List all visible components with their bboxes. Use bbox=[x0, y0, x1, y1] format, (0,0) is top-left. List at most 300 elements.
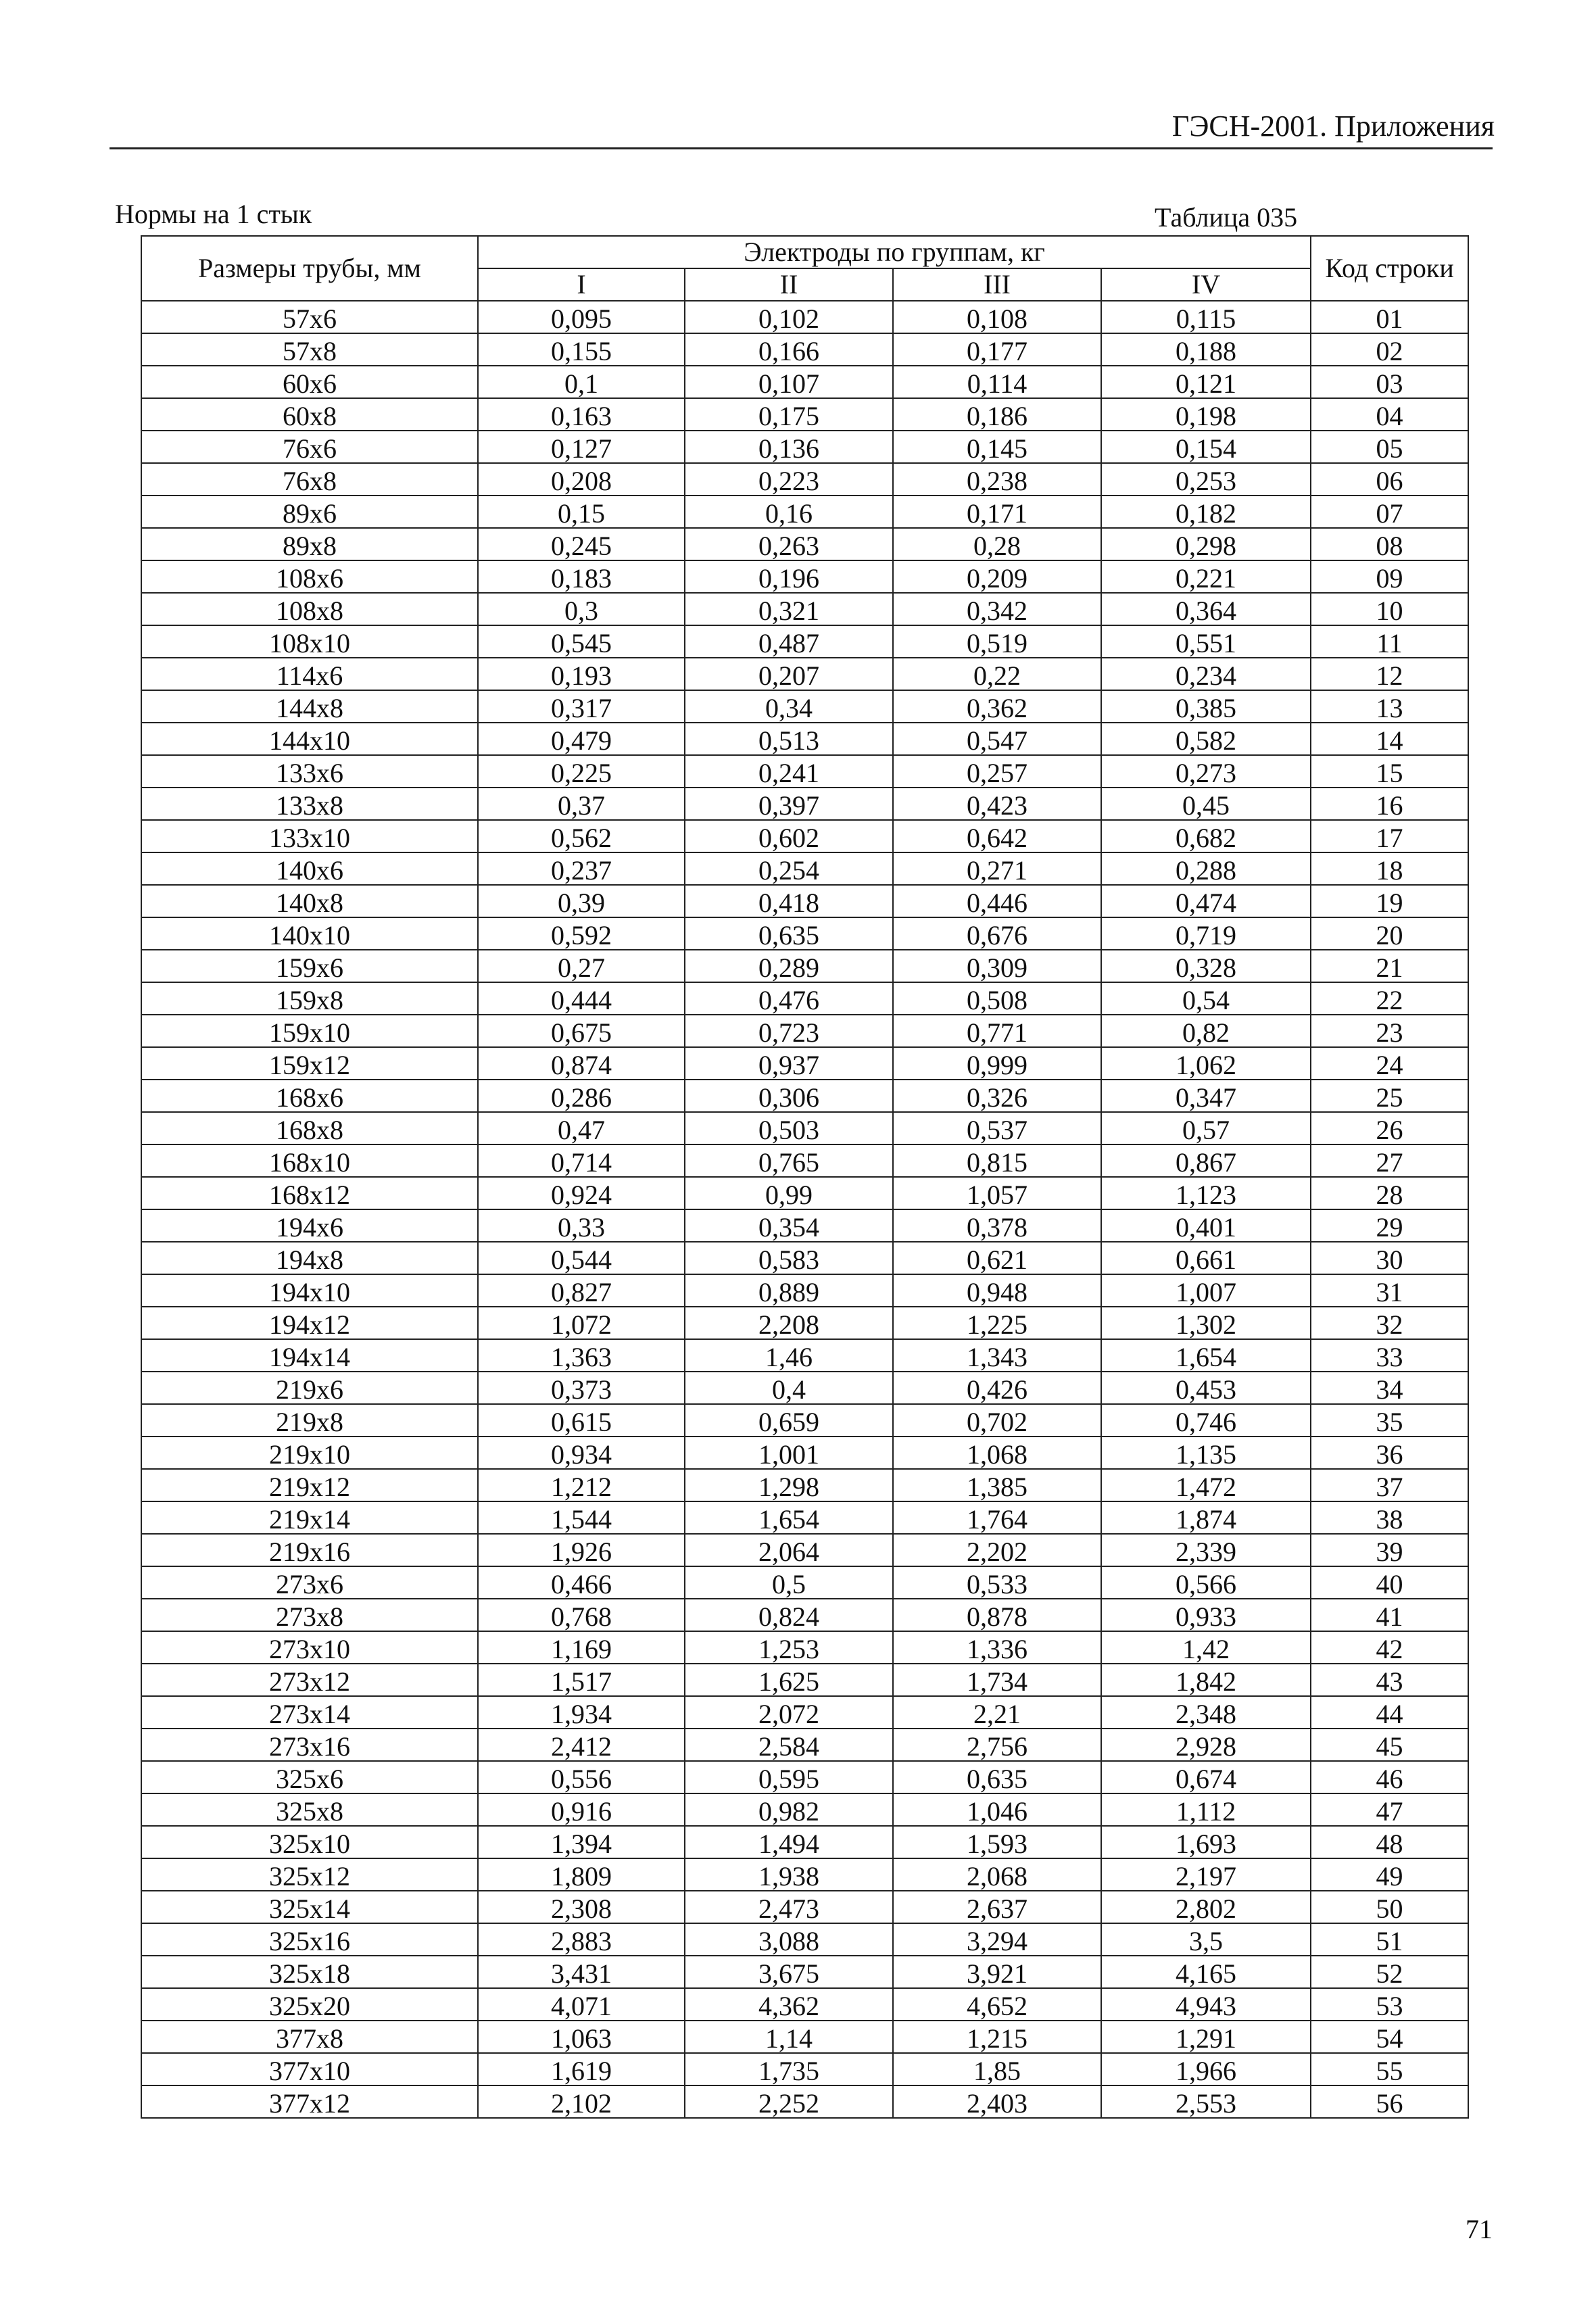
table-row bbox=[141, 885, 1468, 917]
group-2-cell: 4,362 bbox=[685, 1988, 893, 2021]
row-code-cell: 10 bbox=[1311, 593, 1468, 625]
group-2-cell: 0,765 bbox=[685, 1144, 893, 1177]
pipe-size-cell: 159x10 bbox=[141, 1015, 478, 1047]
row-code-cell: 52 bbox=[1311, 1956, 1468, 1988]
row-code-cell: 56 bbox=[1311, 2085, 1468, 2118]
group-4-cell: 0,401 bbox=[1101, 1209, 1311, 1242]
group-4-cell: 0,188 bbox=[1101, 333, 1311, 366]
group-1-cell: 0,3 bbox=[478, 593, 685, 625]
group-1-cell: 0,237 bbox=[478, 852, 685, 885]
table-row bbox=[141, 1858, 1468, 1891]
group-2-cell: 1,253 bbox=[685, 1631, 893, 1664]
group-3-cell: 0,426 bbox=[893, 1372, 1101, 1404]
group-2-cell: 0,107 bbox=[685, 366, 893, 398]
table-row bbox=[141, 560, 1468, 593]
group-1-cell: 0,245 bbox=[478, 528, 685, 560]
group-1-cell: 1,544 bbox=[478, 1501, 685, 1534]
group-2-cell: 0,602 bbox=[685, 820, 893, 852]
group-2-cell: 1,735 bbox=[685, 2053, 893, 2085]
pipe-size-cell: 140x8 bbox=[141, 885, 478, 917]
pipe-size-cell: 273x6 bbox=[141, 1566, 478, 1599]
pipe-size-cell: 273x14 bbox=[141, 1696, 478, 1729]
group-2-cell: 0,263 bbox=[685, 528, 893, 560]
group-4-cell: 2,197 bbox=[1101, 1858, 1311, 1891]
row-code-cell: 48 bbox=[1311, 1826, 1468, 1858]
group-3-cell: 0,378 bbox=[893, 1209, 1101, 1242]
group-header-3: III bbox=[893, 268, 1101, 301]
group-3-cell: 0,342 bbox=[893, 593, 1101, 625]
pipe-size-cell: 114x6 bbox=[141, 658, 478, 690]
table-row bbox=[141, 690, 1468, 723]
group-1-cell: 1,809 bbox=[478, 1858, 685, 1891]
group-2-cell: 0,166 bbox=[685, 333, 893, 366]
table-row bbox=[141, 1826, 1468, 1858]
pipe-size-cell: 159x8 bbox=[141, 982, 478, 1015]
group-2-cell: 0,254 bbox=[685, 852, 893, 885]
group-1-cell: 1,363 bbox=[478, 1339, 685, 1372]
group-3-cell: 1,215 bbox=[893, 2021, 1101, 2053]
group-3-cell: 0,22 bbox=[893, 658, 1101, 690]
group-2-cell: 0,321 bbox=[685, 593, 893, 625]
row-code-cell: 29 bbox=[1311, 1209, 1468, 1242]
group-4-cell: 1,112 bbox=[1101, 1793, 1311, 1826]
pipe-size-cell: 194x12 bbox=[141, 1307, 478, 1339]
row-code-cell: 54 bbox=[1311, 2021, 1468, 2053]
group-4-cell: 1,842 bbox=[1101, 1664, 1311, 1696]
group-1-cell: 0,444 bbox=[478, 982, 685, 1015]
table-row bbox=[141, 1501, 1468, 1534]
row-code-cell: 09 bbox=[1311, 560, 1468, 593]
pipe-size-cell: 76x6 bbox=[141, 431, 478, 463]
group-1-cell: 1,934 bbox=[478, 1696, 685, 1729]
group-1-cell: 0,916 bbox=[478, 1793, 685, 1826]
table-row bbox=[141, 1988, 1468, 2021]
group-3-cell: 1,734 bbox=[893, 1664, 1101, 1696]
group-header-2: II bbox=[685, 268, 893, 301]
group-4-cell: 0,674 bbox=[1101, 1761, 1311, 1793]
row-code-cell: 08 bbox=[1311, 528, 1468, 560]
group-4-cell: 1,123 bbox=[1101, 1177, 1311, 1209]
pipe-size-cell: 168x8 bbox=[141, 1112, 478, 1144]
group-4-cell: 0,273 bbox=[1101, 755, 1311, 788]
group-1-cell: 0,193 bbox=[478, 658, 685, 690]
pipe-size-cell: 194x8 bbox=[141, 1242, 478, 1274]
row-code-cell: 40 bbox=[1311, 1566, 1468, 1599]
group-4-cell: 1,42 bbox=[1101, 1631, 1311, 1664]
group-4-cell: 0,566 bbox=[1101, 1566, 1311, 1599]
group-4-cell: 0,234 bbox=[1101, 658, 1311, 690]
row-code-cell: 15 bbox=[1311, 755, 1468, 788]
group-4-cell: 3,5 bbox=[1101, 1923, 1311, 1956]
group-3-cell: 1,343 bbox=[893, 1339, 1101, 1372]
group-4-cell: 0,298 bbox=[1101, 528, 1311, 560]
group-2-cell: 0,583 bbox=[685, 1242, 893, 1274]
row-code-cell: 50 bbox=[1311, 1891, 1468, 1923]
row-code-cell: 07 bbox=[1311, 496, 1468, 528]
table-row bbox=[141, 1566, 1468, 1599]
group-4-cell: 0,221 bbox=[1101, 560, 1311, 593]
table-row bbox=[141, 1469, 1468, 1501]
group-1-cell: 0,15 bbox=[478, 496, 685, 528]
group-2-cell: 0,723 bbox=[685, 1015, 893, 1047]
group-1-cell: 0,562 bbox=[478, 820, 685, 852]
row-code-cell: 30 bbox=[1311, 1242, 1468, 1274]
pipe-size-cell: 219x10 bbox=[141, 1437, 478, 1469]
table-row bbox=[141, 496, 1468, 528]
table-row bbox=[141, 593, 1468, 625]
row-code-cell: 14 bbox=[1311, 723, 1468, 755]
table-row bbox=[141, 301, 1468, 333]
pipe-size-cell: 133x6 bbox=[141, 755, 478, 788]
pipe-size-cell: 325x6 bbox=[141, 1761, 478, 1793]
table-number: Таблица 035 bbox=[1155, 202, 1298, 233]
pipe-size-cell: 89x6 bbox=[141, 496, 478, 528]
table-row bbox=[141, 1696, 1468, 1729]
group-4-cell: 2,802 bbox=[1101, 1891, 1311, 1923]
table-row bbox=[141, 1631, 1468, 1664]
row-code-cell: 34 bbox=[1311, 1372, 1468, 1404]
group-1-cell: 0,47 bbox=[478, 1112, 685, 1144]
group-1-cell: 1,926 bbox=[478, 1534, 685, 1566]
row-code-cell: 35 bbox=[1311, 1404, 1468, 1437]
pipe-size-cell: 140x10 bbox=[141, 917, 478, 950]
row-code-cell: 05 bbox=[1311, 431, 1468, 463]
group-2-cell: 0,175 bbox=[685, 398, 893, 431]
row-code-cell: 41 bbox=[1311, 1599, 1468, 1631]
group-4-cell: 1,874 bbox=[1101, 1501, 1311, 1534]
group-3-cell: 1,046 bbox=[893, 1793, 1101, 1826]
table-caption-norms: Нормы на 1 стык bbox=[115, 199, 312, 229]
group-3-cell: 0,114 bbox=[893, 366, 1101, 398]
pipe-size-cell: 219x12 bbox=[141, 1469, 478, 1501]
row-code-cell: 51 bbox=[1311, 1923, 1468, 1956]
group-2-cell: 1,14 bbox=[685, 2021, 893, 2053]
group-3-cell: 3,921 bbox=[893, 1956, 1101, 1988]
group-2-cell: 2,473 bbox=[685, 1891, 893, 1923]
pipe-size-cell: 377x8 bbox=[141, 2021, 478, 2053]
group-1-cell: 0,27 bbox=[478, 950, 685, 982]
group-1-cell: 0,1 bbox=[478, 366, 685, 398]
group-1-cell: 0,768 bbox=[478, 1599, 685, 1631]
table-row bbox=[141, 1209, 1468, 1242]
group-2-cell: 0,16 bbox=[685, 496, 893, 528]
group-2-cell: 0,223 bbox=[685, 463, 893, 496]
row-code-cell: 26 bbox=[1311, 1112, 1468, 1144]
group-2-cell: 0,397 bbox=[685, 788, 893, 820]
group-2-cell: 0,289 bbox=[685, 950, 893, 982]
row-code-cell: 33 bbox=[1311, 1339, 1468, 1372]
group-4-cell: 0,474 bbox=[1101, 885, 1311, 917]
table-row bbox=[141, 1729, 1468, 1761]
group-3-cell: 0,145 bbox=[893, 431, 1101, 463]
group-1-cell: 0,545 bbox=[478, 625, 685, 658]
group-1-cell: 0,714 bbox=[478, 1144, 685, 1177]
group-1-cell: 4,071 bbox=[478, 1988, 685, 2021]
group-3-cell: 0,257 bbox=[893, 755, 1101, 788]
group-2-cell: 0,503 bbox=[685, 1112, 893, 1144]
group-2-cell: 0,207 bbox=[685, 658, 893, 690]
group-4-cell: 2,553 bbox=[1101, 2085, 1311, 2118]
table-row bbox=[141, 820, 1468, 852]
group-4-cell: 0,328 bbox=[1101, 950, 1311, 982]
group-4-cell: 0,551 bbox=[1101, 625, 1311, 658]
group-2-cell: 0,982 bbox=[685, 1793, 893, 1826]
pipe-size-cell: 168x6 bbox=[141, 1080, 478, 1112]
group-2-cell: 0,241 bbox=[685, 755, 893, 788]
group-2-cell: 0,196 bbox=[685, 560, 893, 593]
table-body bbox=[141, 301, 1468, 2118]
group-3-cell: 2,637 bbox=[893, 1891, 1101, 1923]
group-1-cell: 2,308 bbox=[478, 1891, 685, 1923]
group-2-cell: 0,136 bbox=[685, 431, 893, 463]
group-2-cell: 1,938 bbox=[685, 1858, 893, 1891]
group-3-cell: 0,326 bbox=[893, 1080, 1101, 1112]
group-3-cell: 0,271 bbox=[893, 852, 1101, 885]
table-row bbox=[141, 333, 1468, 366]
group-4-cell: 2,928 bbox=[1101, 1729, 1311, 1761]
table-row bbox=[141, 366, 1468, 398]
group-2-cell: 1,625 bbox=[685, 1664, 893, 1696]
row-code-cell: 23 bbox=[1311, 1015, 1468, 1047]
row-code-cell: 16 bbox=[1311, 788, 1468, 820]
group-1-cell: 0,127 bbox=[478, 431, 685, 463]
table-row bbox=[141, 1080, 1468, 1112]
row-code-cell: 02 bbox=[1311, 333, 1468, 366]
pipe-size-cell: 194x6 bbox=[141, 1209, 478, 1242]
group-2-cell: 0,5 bbox=[685, 1566, 893, 1599]
pipe-size-cell: 144x8 bbox=[141, 690, 478, 723]
pipe-size-cell: 140x6 bbox=[141, 852, 478, 885]
group-2-cell: 2,072 bbox=[685, 1696, 893, 1729]
group-2-cell: 0,476 bbox=[685, 982, 893, 1015]
group-4-cell: 0,121 bbox=[1101, 366, 1311, 398]
row-code-header: Код строки bbox=[1311, 236, 1468, 301]
group-4-cell: 0,45 bbox=[1101, 788, 1311, 820]
group-1-cell: 0,924 bbox=[478, 1177, 685, 1209]
page-header-title: ГЭСН-2001. Приложения bbox=[1171, 110, 1495, 143]
table-row bbox=[141, 431, 1468, 463]
group-2-cell: 0,418 bbox=[685, 885, 893, 917]
group-2-cell: 0,306 bbox=[685, 1080, 893, 1112]
group-2-cell: 1,46 bbox=[685, 1339, 893, 1372]
pipe-size-cell: 159x12 bbox=[141, 1047, 478, 1080]
row-code-cell: 38 bbox=[1311, 1501, 1468, 1534]
group-4-cell: 0,253 bbox=[1101, 463, 1311, 496]
row-code-cell: 45 bbox=[1311, 1729, 1468, 1761]
pipe-size-cell: 57x8 bbox=[141, 333, 478, 366]
row-code-cell: 43 bbox=[1311, 1664, 1468, 1696]
group-3-cell: 1,85 bbox=[893, 2053, 1101, 2085]
row-code-cell: 37 bbox=[1311, 1469, 1468, 1501]
table-row bbox=[141, 1112, 1468, 1144]
group-1-cell: 0,592 bbox=[478, 917, 685, 950]
group-header-1: I bbox=[478, 268, 685, 301]
pipe-size-cell: 194x10 bbox=[141, 1274, 478, 1307]
group-4-cell: 0,82 bbox=[1101, 1015, 1311, 1047]
group-3-cell: 0,547 bbox=[893, 723, 1101, 755]
pipe-size-cell: 325x12 bbox=[141, 1858, 478, 1891]
group-4-cell: 0,57 bbox=[1101, 1112, 1311, 1144]
pipe-size-cell: 273x16 bbox=[141, 1729, 478, 1761]
table-row bbox=[141, 1664, 1468, 1696]
group-3-cell: 2,202 bbox=[893, 1534, 1101, 1566]
table-row bbox=[141, 1274, 1468, 1307]
group-4-cell: 1,693 bbox=[1101, 1826, 1311, 1858]
group-4-cell: 0,933 bbox=[1101, 1599, 1311, 1631]
group-1-cell: 2,102 bbox=[478, 2085, 685, 2118]
group-1-cell: 0,286 bbox=[478, 1080, 685, 1112]
group-3-cell: 0,771 bbox=[893, 1015, 1101, 1047]
pipe-size-cell: 133x8 bbox=[141, 788, 478, 820]
row-code-cell: 47 bbox=[1311, 1793, 1468, 1826]
group-2-cell: 0,595 bbox=[685, 1761, 893, 1793]
row-code-cell: 01 bbox=[1311, 301, 1468, 333]
group-4-cell: 0,364 bbox=[1101, 593, 1311, 625]
group-1-cell: 0,225 bbox=[478, 755, 685, 788]
group-4-cell: 1,966 bbox=[1101, 2053, 1311, 2085]
group-4-cell: 1,472 bbox=[1101, 1469, 1311, 1501]
row-code-cell: 19 bbox=[1311, 885, 1468, 917]
group-3-cell: 0,702 bbox=[893, 1404, 1101, 1437]
row-code-cell: 46 bbox=[1311, 1761, 1468, 1793]
group-1-cell: 0,479 bbox=[478, 723, 685, 755]
group-header-4: IV bbox=[1101, 268, 1311, 301]
group-3-cell: 3,294 bbox=[893, 1923, 1101, 1956]
pipe-size-cell: 325x20 bbox=[141, 1988, 478, 2021]
group-2-cell: 1,298 bbox=[685, 1469, 893, 1501]
row-code-cell: 42 bbox=[1311, 1631, 1468, 1664]
group-3-cell: 2,21 bbox=[893, 1696, 1101, 1729]
group-1-cell: 0,934 bbox=[478, 1437, 685, 1469]
table-row bbox=[141, 1534, 1468, 1566]
pipe-size-cell: 377x10 bbox=[141, 2053, 478, 2085]
pipe-size-cell: 325x14 bbox=[141, 1891, 478, 1923]
row-code-cell: 21 bbox=[1311, 950, 1468, 982]
electrode-groups-header: Электроды по группам, кг bbox=[478, 236, 1311, 268]
row-code-cell: 17 bbox=[1311, 820, 1468, 852]
pipe-size-cell: 89x8 bbox=[141, 528, 478, 560]
pipe-size-cell: 133x10 bbox=[141, 820, 478, 852]
group-3-cell: 1,225 bbox=[893, 1307, 1101, 1339]
group-4-cell: 4,165 bbox=[1101, 1956, 1311, 1988]
table-row bbox=[141, 1047, 1468, 1080]
row-code-cell: 24 bbox=[1311, 1047, 1468, 1080]
group-4-cell: 0,288 bbox=[1101, 852, 1311, 885]
group-2-cell: 0,635 bbox=[685, 917, 893, 950]
table-row bbox=[141, 528, 1468, 560]
group-3-cell: 1,764 bbox=[893, 1501, 1101, 1534]
row-code-cell: 49 bbox=[1311, 1858, 1468, 1891]
pipe-size-cell: 219x6 bbox=[141, 1372, 478, 1404]
group-4-cell: 0,453 bbox=[1101, 1372, 1311, 1404]
group-3-cell: 0,948 bbox=[893, 1274, 1101, 1307]
group-1-cell: 0,37 bbox=[478, 788, 685, 820]
group-3-cell: 1,068 bbox=[893, 1437, 1101, 1469]
group-3-cell: 2,756 bbox=[893, 1729, 1101, 1761]
group-3-cell: 0,676 bbox=[893, 917, 1101, 950]
group-1-cell: 0,675 bbox=[478, 1015, 685, 1047]
table-row bbox=[141, 1015, 1468, 1047]
table-row bbox=[141, 1372, 1468, 1404]
group-1-cell: 0,39 bbox=[478, 885, 685, 917]
group-2-cell: 2,208 bbox=[685, 1307, 893, 1339]
pipe-size-cell: 108x8 bbox=[141, 593, 478, 625]
pipe-size-cell: 194x14 bbox=[141, 1339, 478, 1372]
group-3-cell: 0,878 bbox=[893, 1599, 1101, 1631]
pipe-size-cell: 325x16 bbox=[141, 1923, 478, 1956]
group-3-cell: 1,336 bbox=[893, 1631, 1101, 1664]
pipe-size-cell: 325x10 bbox=[141, 1826, 478, 1858]
row-code-cell: 32 bbox=[1311, 1307, 1468, 1339]
group-1-cell: 0,556 bbox=[478, 1761, 685, 1793]
group-1-cell: 0,874 bbox=[478, 1047, 685, 1080]
row-code-cell: 25 bbox=[1311, 1080, 1468, 1112]
group-4-cell: 1,135 bbox=[1101, 1437, 1311, 1469]
group-2-cell: 1,494 bbox=[685, 1826, 893, 1858]
group-3-cell: 0,171 bbox=[893, 496, 1101, 528]
row-code-cell: 13 bbox=[1311, 690, 1468, 723]
table-row bbox=[141, 1339, 1468, 1372]
group-3-cell: 0,238 bbox=[893, 463, 1101, 496]
group-3-cell: 0,815 bbox=[893, 1144, 1101, 1177]
group-2-cell: 0,937 bbox=[685, 1047, 893, 1080]
pipe-size-cell: 219x16 bbox=[141, 1534, 478, 1566]
pipe-size-header: Размеры трубы, мм bbox=[141, 236, 478, 301]
group-2-cell: 2,584 bbox=[685, 1729, 893, 1761]
group-4-cell: 0,682 bbox=[1101, 820, 1311, 852]
table-row bbox=[141, 1956, 1468, 1988]
group-3-cell: 0,446 bbox=[893, 885, 1101, 917]
row-code-cell: 12 bbox=[1311, 658, 1468, 690]
group-1-cell: 0,155 bbox=[478, 333, 685, 366]
group-4-cell: 2,348 bbox=[1101, 1696, 1311, 1729]
table-row bbox=[141, 723, 1468, 755]
pipe-size-cell: 325x8 bbox=[141, 1793, 478, 1826]
page-number: 71 bbox=[1466, 2214, 1493, 2244]
group-4-cell: 0,115 bbox=[1101, 301, 1311, 333]
group-1-cell: 1,072 bbox=[478, 1307, 685, 1339]
group-1-cell: 1,063 bbox=[478, 2021, 685, 2053]
group-1-cell: 1,169 bbox=[478, 1631, 685, 1664]
group-2-cell: 0,34 bbox=[685, 690, 893, 723]
group-3-cell: 0,999 bbox=[893, 1047, 1101, 1080]
group-2-cell: 3,675 bbox=[685, 1956, 893, 1988]
group-1-cell: 1,212 bbox=[478, 1469, 685, 1501]
group-4-cell: 0,867 bbox=[1101, 1144, 1311, 1177]
group-1-cell: 0,183 bbox=[478, 560, 685, 593]
group-3-cell: 0,642 bbox=[893, 820, 1101, 852]
row-code-cell: 20 bbox=[1311, 917, 1468, 950]
group-4-cell: 0,582 bbox=[1101, 723, 1311, 755]
group-2-cell: 0,659 bbox=[685, 1404, 893, 1437]
pipe-size-cell: 273x8 bbox=[141, 1599, 478, 1631]
group-2-cell: 1,654 bbox=[685, 1501, 893, 1534]
table-row bbox=[141, 1793, 1468, 1826]
group-4-cell: 0,385 bbox=[1101, 690, 1311, 723]
group-1-cell: 1,619 bbox=[478, 2053, 685, 2085]
pipe-size-cell: 144x10 bbox=[141, 723, 478, 755]
table-row bbox=[141, 2021, 1468, 2053]
row-code-cell: 03 bbox=[1311, 366, 1468, 398]
group-3-cell: 0,108 bbox=[893, 301, 1101, 333]
group-4-cell: 1,291 bbox=[1101, 2021, 1311, 2053]
table-row bbox=[141, 755, 1468, 788]
row-code-cell: 39 bbox=[1311, 1534, 1468, 1566]
table-row bbox=[141, 982, 1468, 1015]
pipe-size-cell: 273x12 bbox=[141, 1664, 478, 1696]
group-3-cell: 0,508 bbox=[893, 982, 1101, 1015]
row-code-cell: 31 bbox=[1311, 1274, 1468, 1307]
